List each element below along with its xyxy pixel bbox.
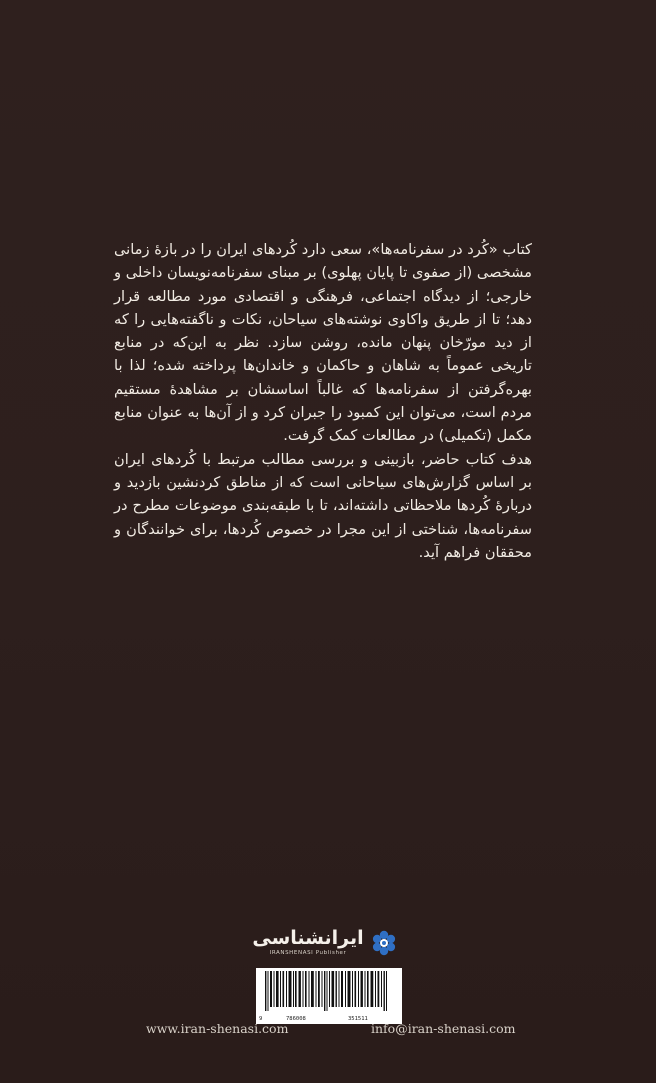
synopsis-text <box>114 238 532 564</box>
barcode-digits-right: 351511 <box>348 1016 368 1022</box>
isbn-barcode <box>256 968 402 1024</box>
website-link[interactable]: www.iran-shenasi.com <box>146 1021 289 1036</box>
synopsis-paragraph-1: کتاب «کُرد در سفرنامه‌ها»، سعی دارد کُردهای ایران را در بازهٔ زمانی مشخصی (از صفوی تا پایان پهلوی) بر مبنای سفرنامه‌نویسان داخلی و خارجی؛ از دیدگاه اجتماعی، فرهنگی و اقتصادی مورد مطالعه قرار دهد؛ تا از طریق واکاوی نوشته‌های سیاحان، نکات و ناگفته‌هایی را که از دید مورّخان پنهان مانده، روشن سازد. نظر به این‌که در منابع تاریخی عموماً به شاهان و حاکمان و خاندان‌ها پرداخته شده؛ لذا با بهره‌گرفتن از سفرنامه‌ها که غالباً اساسشان بر مشاهدهٔ مستقیم مردم است، می‌توان این کمبود را جبران کرد و از آن‌ها به عنوان منابع مکمل (تکمیلی) در مطالعات کمک گرفت. <box>114 241 532 445</box>
email-link[interactable]: info@iran-shenasi.com <box>371 1021 516 1036</box>
barcode-digit-left: 9 <box>259 1016 263 1022</box>
publisher-subtitle: IRANSHENASI Publisher <box>269 950 347 956</box>
publisher-logo <box>247 926 403 966</box>
barcode-digits-middle: 786008 <box>286 1016 306 1022</box>
synopsis-paragraph-2: هدف کتاب حاضر، بازبینی و بررسی مطالب مرتبط با کُردهای ایران بر اساس گزارش‌های سیاحانی است که از مناطق کردنشین بازدید و دربارهٔ کُردها ملاحظاتی داشته‌اند، تا با طبقه‌بندی موضوعات مطرح در سفرنامه‌ها، شناختی از این مجرا در خصوص کُردها، برای خوانندگان و محققان فراهم آید. <box>114 450 532 561</box>
flower-emblem-icon <box>371 930 397 956</box>
barcode-bars <box>260 971 398 1011</box>
publisher-name: ایرانشناسی <box>252 927 364 949</box>
